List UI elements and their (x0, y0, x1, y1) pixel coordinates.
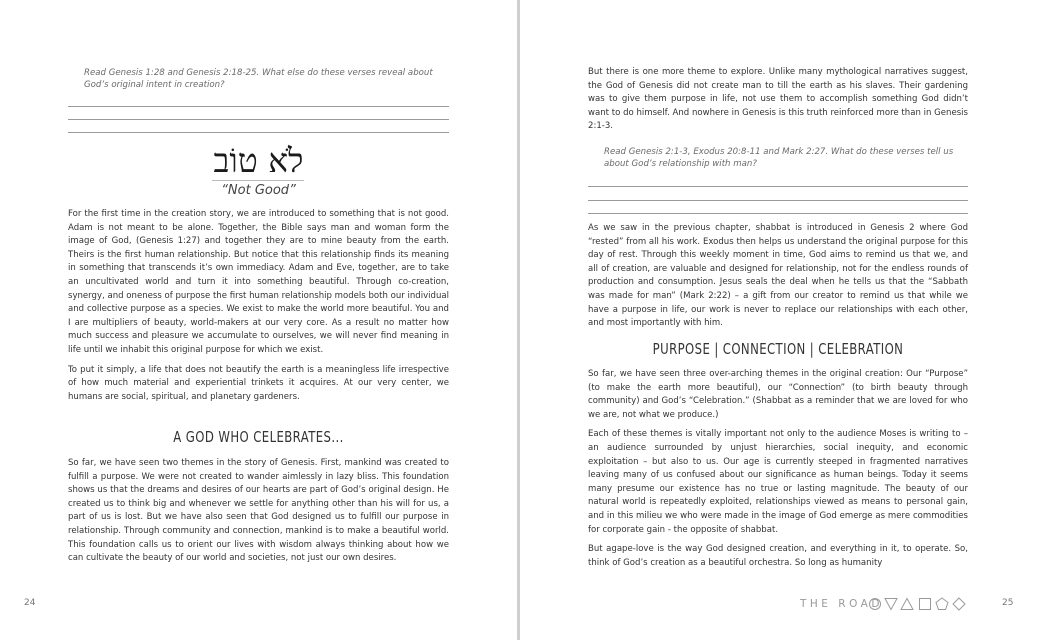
answer-line (588, 213, 968, 214)
paragraph: Each of these themes is vitally important not only to the audience Moses is writing to – an audience surrounded by unjust hierarchies, social inequity, and economic exploitation – but also to us. Our age is currently steeped in fragmented narratives leaving many of us confused about our significance as human beings. Today it seems many presume our existence has no true or lasting magnitude. The beauty of our natural world is repeatedly exploited, relationships viewed as means to personal gain, and in this milieu we who were made in the image of God emerge as mere commodities for corporate gain - the opposite of shabbat. (588, 429, 968, 535)
themes-section (588, 368, 968, 576)
title-divider (212, 180, 304, 181)
paragraph: For the first time in the creation story, we are introduced to something that is not good. Adam is not meant to be alone. Together, the Bible says man and woman form the image of God, (Genesis 1:27) and together they are to mine beauty from the earth. Theirs is the first human relationship. But notice that this relationship finds its meaning in something that transcends it’s own immediacy. Adam and Eve, together, are to take an uncultivated world and turn it into something beautiful. Through co-creation, synergy, and oneness of purpose the first human relationship models both our individual and collective purpose as a species. We exist to make the world more beautiful. You and I are multipliers of beauty, world-makers at our very core. As a result no matter how much success and pleasure we accumulate to ourselves, we will never find meaning in life until we inhabit this original purpose for which we exist. (68, 209, 449, 355)
answer-line (68, 132, 449, 133)
footer-shapes (868, 597, 986, 611)
circle-icon (870, 599, 881, 610)
intro-section (68, 208, 449, 410)
left-page (0, 0, 517, 640)
paragraph: To put it simply, a life that does not beautify the earth is a meaningless life irrespective of how much material and experiential trinkets it acquires. At our very center, we humans are social, spiritual, and planetary gardeners. (68, 364, 449, 402)
answer-line (68, 119, 449, 120)
diamond-icon (953, 598, 965, 610)
paragraph: But there is one more theme to explore. Unlike many mythological narratives suggest, the God of Genesis did not create man to till the earth as his slaves. Their gardening was to give them purpose in life, not use them to accomplish something God didn’t want to do himself. And nowhere in Genesis is this truth reinforced more than in Genesis 2:1-3. (588, 67, 968, 132)
square-icon (920, 599, 931, 610)
paragraph: But agape-love is the way God designed creation, and everything in it, to operate. So, think of God’s creation as a beautiful orchestra. So long as humanity (588, 544, 968, 568)
page-number: 24 (24, 598, 36, 608)
hebrew-title: לֹא טוֹב (213, 141, 304, 180)
triangle-down-icon (885, 599, 897, 610)
reading-prompt: Read Genesis 1:28 and Genesis 2:18-25. What else do these verses reveal about God’s original intent in creation? (84, 68, 433, 90)
section-heading: PURPOSE | CONNECTION | CELEBRATION (652, 340, 904, 358)
intro-section (588, 66, 968, 140)
right-page (520, 0, 1037, 640)
paragraph: As we saw in the previous chapter, shabbat is introduced in Genesis 2 where God “rested” from all his work. Exodus then helps us understand the original purpose for this day of rest. Through this weekly moment in time, God aims to remind us that we, and all of creation, are valuable and designed for relationship, not for the endless rounds of production and consumption. Jesus seals the deal when he tells us that the “Sabbath was made for man” (Mark 2:22) – a gift from our creator to remind us that while we have a purpose in life, our work is never to replace our relationships with each other, and most importantly with him. (588, 223, 968, 329)
triangle-icon (901, 599, 913, 610)
answer-line (588, 200, 968, 201)
celebration-section (68, 457, 449, 572)
section-heading: A GOD WHO CELEBRATES... (173, 428, 344, 446)
pentagon-icon (936, 598, 948, 610)
answer-line (588, 186, 968, 187)
shabbat-section (588, 222, 968, 337)
title-translation: “Not Good” (221, 183, 296, 198)
footer-brand: THE ROAD (800, 598, 883, 610)
paragraph: So far, we have seen three over-arching themes in the original creation: Our “Purpose” (to make the earth more beautiful), our “Connection” (to birth beauty through community) and God’s “Celebration.” (Shabbat as a reminder that we are loved for who we are, not what we produce.) (588, 369, 968, 420)
page-number: 25 (1002, 598, 1014, 608)
reading-prompt: Read Genesis 2:1-3, Exodus 20:8-11 and Mark 2:27. What do these verses tell us about God’s relationship with man? (604, 147, 954, 169)
answer-line (68, 106, 449, 107)
paragraph: So far, we have seen two themes in the story of Genesis. First, mankind was created to fulfill a purpose. We were not created to wander aimlessly in lazy bliss. This foundation shows us that the dreams and desires of our hearts are part of God’s original design. He created us to think big and whenever we settle for anything other than his will for us, a part of us is lost. But we have also seen that God designed us to fulfill our purpose in relationship. Through community and connection, mankind is to make a beautiful world. This foundation calls us to orient our lives with wisdom always thinking about how we can cultivate the beauty of our world and societies, not just our own desires. (68, 458, 449, 564)
